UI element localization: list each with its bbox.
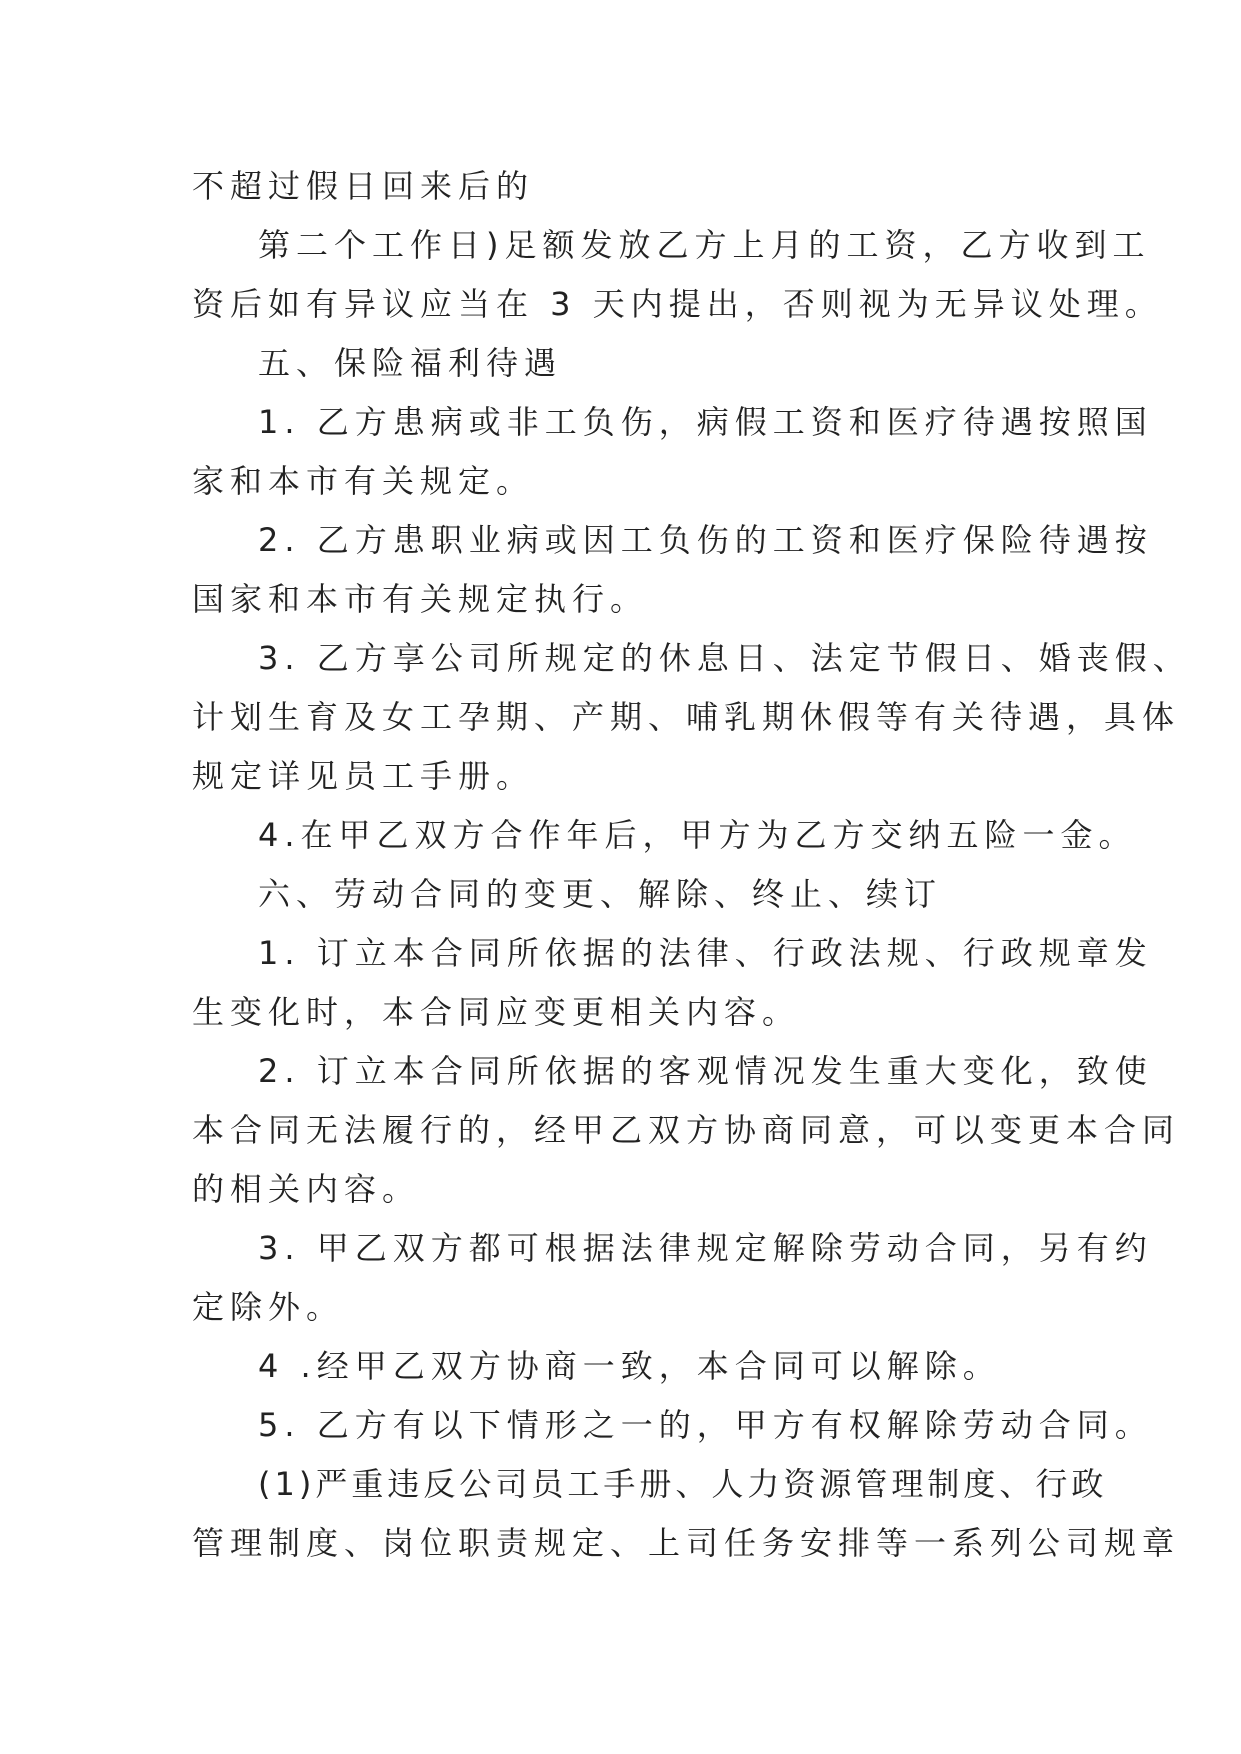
text-line-7: 2. 乙方患职业病或因工负伤的工资和医疗保险待遇按	[258, 521, 1153, 559]
text-line-3: 资后如有异议应当在 3 天内提出，否则视为无异议处理。	[192, 285, 1163, 323]
section-heading-6: 六、劳动合同的变更、解除、终止、续订	[258, 875, 943, 913]
text-line-5: 1. 乙方患病或非工负伤，病假工资和医疗待遇按照国	[258, 403, 1153, 441]
text-line-6: 家和本市有关规定。	[192, 462, 535, 500]
text-line-22: 5. 乙方有以下情形之一的，甲方有权解除劳动合同。	[258, 1406, 1153, 1444]
text-line-1: 不超过假日回来后的	[192, 167, 535, 205]
text-line-12: 4.在甲乙双方合作年后，甲方为乙方交纳五险一金。	[258, 816, 1137, 854]
text-line-23: (1)严重违反公司员工手册、人力资源管理制度、行政	[258, 1465, 1108, 1503]
text-line-16: 2. 订立本合同所依据的客观情况发生重大变化，致使	[258, 1052, 1153, 1090]
text-line-24: 管理制度、岗位职责规定、上司任务安排等一系列公司规章	[192, 1524, 1181, 1562]
text-line-14: 1. 订立本合同所依据的法律、行政法规、行政规章发	[258, 934, 1153, 972]
text-line-11: 规定详见员工手册。	[192, 757, 535, 795]
text-line-8: 国家和本市有关规定执行。	[192, 580, 649, 618]
text-line-20: 定除外。	[192, 1288, 345, 1326]
text-line-9: 3. 乙方享公司所规定的休息日、法定节假日、婚丧假、	[258, 639, 1191, 677]
text-line-18: 的相关内容。	[192, 1170, 421, 1208]
text-line-2: 第二个工作日)足额发放乙方上月的工资，乙方收到工	[258, 226, 1151, 264]
text-line-19: 3. 甲乙双方都可根据法律规定解除劳动合同，另有约	[258, 1229, 1153, 1267]
text-line-15: 生变化时，本合同应变更相关内容。	[192, 993, 801, 1031]
text-line-10: 计划生育及女工孕期、产期、哺乳期休假等有关待遇，具体	[192, 698, 1181, 736]
text-line-17: 本合同无法履行的，经甲乙双方协商同意，可以变更本合同	[192, 1111, 1181, 1149]
text-line-21: 4 .经甲乙双方协商一致，本合同可以解除。	[258, 1347, 1001, 1385]
section-heading-5: 五、保险福利待遇	[258, 344, 563, 382]
